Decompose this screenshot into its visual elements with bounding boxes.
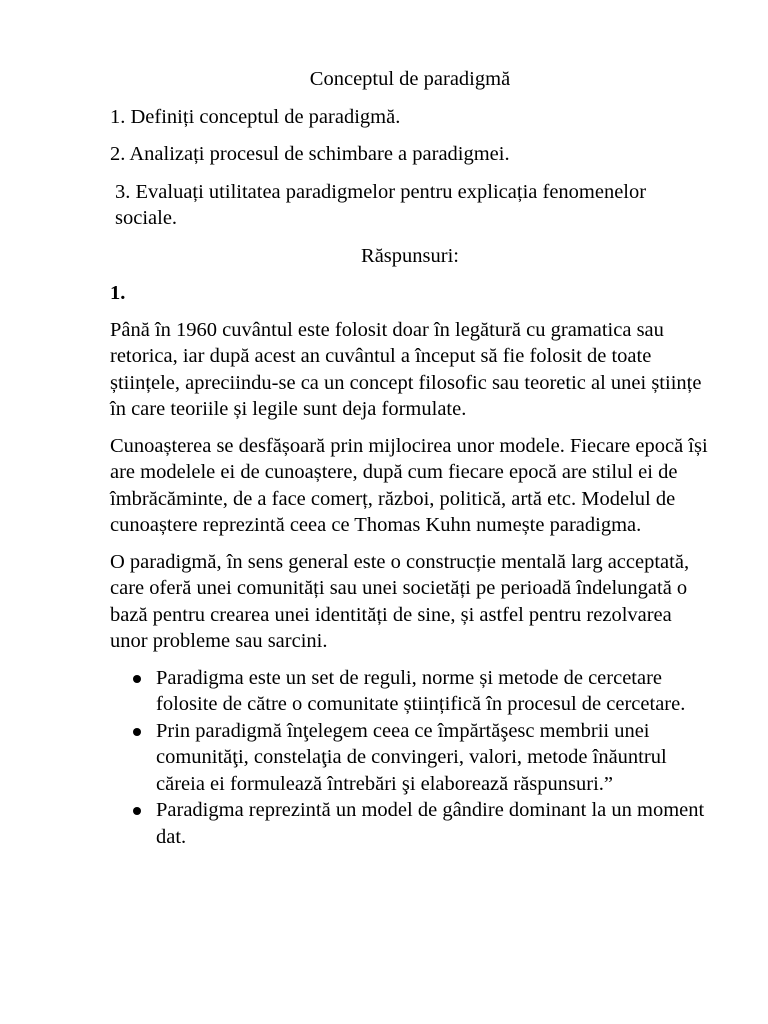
list-item [110,665,710,718]
question-3: 3. Evaluați utilitatea paradigmelor pentru explicația fenomenelor sociale. [115,180,647,229]
list-item-text: Prin paradigmă înţelegem ceea ce împărtăşesc membrii unei comunităţi, constelaţia de convingeri, valori, metode înăuntrul căreia ei formulează întrebări şi elaborează răspunsuri.” [156,719,667,795]
bullet-icon [133,675,141,683]
document-page [110,66,710,850]
bullet-icon [133,807,141,815]
answers-heading: Răspunsuri: [361,244,459,267]
bullet-list [110,665,710,851]
paragraph-2: Cunoașterea se desfășoară prin mijlocirea unor modele. Fiecare epocă își are modelele ei de cunoaștere, după cum fiecare epocă are stilul ei de îmbrăcăminte, de a face comerț, război, politică, artă etc. Modelul de cunoaștere reprezintă ceea ce Thomas Kuhn numește paradigma. [110,434,708,536]
bullet-icon [133,728,141,736]
list-item [110,718,710,798]
list-item [110,797,710,850]
list-item-text: Paradigma este un set de reguli, norme și metode de cercetare folosite de către o comunitate științifică în procesul de cercetare. [156,666,686,715]
question-1: 1. Definiți conceptul de paradigmă. [110,105,401,128]
paragraph-1: Până în 1960 cuvântul este folosit doar în legătură cu gramatica sau retorica, iar după acest an cuvântul a început să fie folosit de toate științele, apreciindu-se ca un concept filosofic sau teoretic al unei științe în care teoriile și legile sunt deja formulate. [110,318,702,420]
paragraph-3: O paradigmă, în sens general este o construcție mentală larg acceptată, care oferă unei comunități sau unei societăți pe perioadă îndelungată o bază pentru crearea unei identități de sine, și astfel pentru rezolvarea unor probleme sau sarcini. [110,550,690,652]
document-title: Conceptul de paradigmă [309,68,511,90]
list-item-text: Paradigma reprezintă un model de gândire dominant la un moment dat. [156,799,705,848]
section-number: 1. [110,282,126,304]
question-2: 2. Analizați procesul de schimbare a paradigmei. [110,143,510,165]
